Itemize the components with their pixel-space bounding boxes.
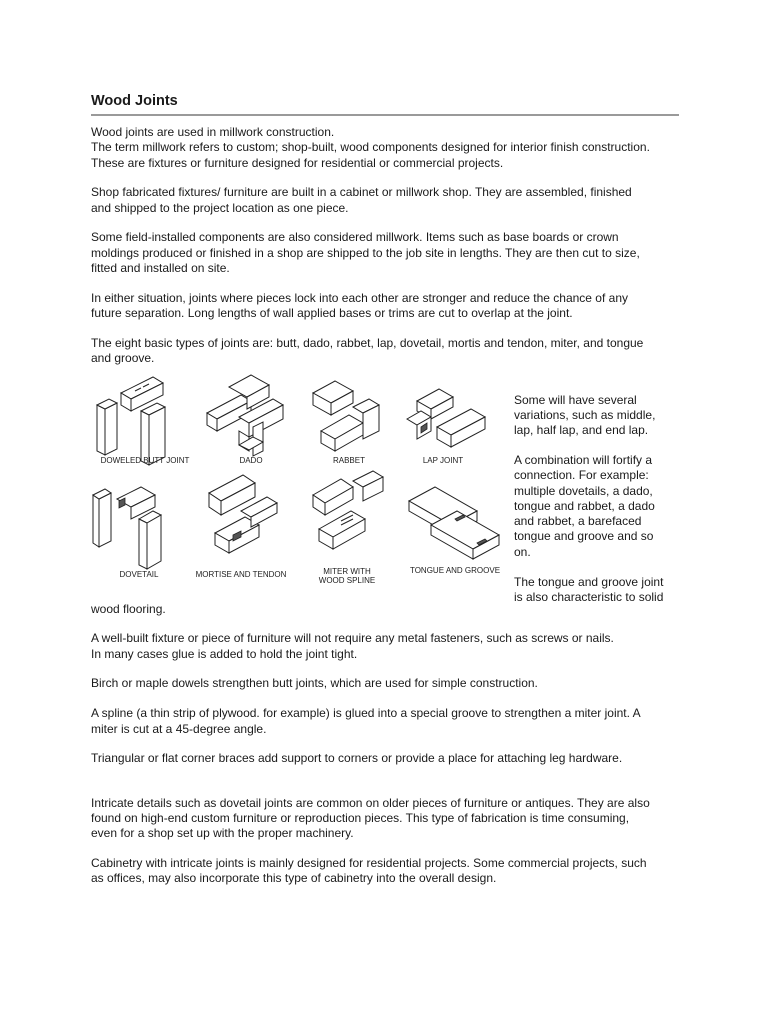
text-line: A spline (a thin strip of plywood. for example) is glued into a special groove to strengthen a miter joint. A (91, 706, 641, 721)
text-line: Birch or maple dowels strengthen butt joints, which are used for simple construction. (91, 676, 538, 691)
joints-paragraph (91, 291, 679, 322)
text-line: Shop fabricated fixtures/ furniture are built in a cabinet or millwork shop. They are assembled, finished (91, 185, 632, 200)
figure-side-text (514, 393, 679, 606)
intricate-details-paragraph (91, 796, 679, 842)
text-line: found on high-end custom furniture or reproduction pieces. This type of fabrication is time consuming, (91, 810, 630, 825)
intro-paragraph (91, 125, 679, 171)
caption-lap-joint: LAP JOINT (422, 455, 464, 465)
corner-braces-paragraph (91, 751, 679, 766)
miter-with-spline-drawing (313, 471, 383, 549)
text-line: Some field-installed components are also considered millwork. Items such as base boards or crown (91, 230, 619, 245)
variations-paragraph (514, 393, 679, 439)
text-line: even for a shop set up with the proper machinery. (91, 826, 354, 841)
text-line: tongue and groove and so (514, 529, 654, 544)
caption-dado: DADO (239, 455, 263, 465)
doweled-butt-joint-drawing (97, 377, 165, 465)
text-line: and shipped to the project location as one piece. (91, 200, 349, 215)
combination-paragraph (514, 453, 679, 560)
well-built-paragraph (91, 631, 679, 662)
joints-figure-block (91, 371, 679, 616)
dowels-paragraph (91, 676, 679, 691)
text-line: variations, such as middle, (514, 407, 656, 422)
caption-dovetail: DOVETAIL (119, 569, 159, 579)
joint-types-paragraph (91, 336, 679, 367)
dado-joint-drawing (207, 375, 283, 456)
text-line: The term millwork refers to custom; shop-built, wood components designed for interior finish construction. (91, 140, 650, 155)
rabbet-joint-drawing (313, 381, 379, 451)
caption-doweled-butt: DOWELED BUTT JOINT (100, 455, 190, 465)
text-line: on. (514, 544, 531, 559)
lap-joint-drawing (407, 389, 485, 447)
joints-illustration (91, 371, 511, 596)
mortise-and-tendon-drawing (209, 475, 277, 553)
text-line: Some will have several (514, 392, 637, 407)
text-line: and groove. (91, 351, 155, 366)
text-line: fitted and installed on site. (91, 261, 230, 276)
text-line: The tongue and groove joint (514, 574, 664, 589)
caption-mortise-and-tendon: MORTISE AND TENDON (195, 569, 287, 579)
text-line: future separation. Long lengths of wall applied bases or trims are cut to overlap at the joint. (91, 306, 573, 321)
text-line: connection. For example: (514, 468, 649, 483)
field-installed-paragraph (91, 230, 679, 276)
text-line: is also characteristic to solid (514, 589, 664, 604)
page-title: Wood Joints (91, 93, 178, 109)
text-line: tongue and rabbet, a dado (514, 498, 655, 513)
caption-miter: MITER WITH (323, 566, 371, 576)
flooring-paragraph (514, 575, 679, 606)
text-line: These are fixtures or furniture designed for residential or commercial projects. (91, 155, 504, 170)
shop-fabricated-paragraph (91, 185, 679, 216)
dovetail-joint-drawing (93, 487, 161, 569)
text-line: Wood joints are used in millwork construction. (91, 125, 335, 139)
document-page (91, 92, 679, 901)
text-line: lap, half lap, and end lap. (514, 423, 649, 438)
flooring-paragraph-tail: wood flooring. (91, 601, 166, 616)
text-line: In many cases glue is added to hold the joint tight. (91, 646, 358, 661)
text-line: A combination will fortify a (514, 452, 653, 467)
caption-wood-spline: WOOD SPLINE (318, 575, 376, 585)
cabinetry-paragraph (91, 856, 679, 887)
text-line: Cabinetry with intricate joints is mainly designed for residential projects. Some commercial projects, such (91, 856, 647, 871)
text-line: Intricate details such as dovetail joints are common on older pieces of furniture or antiques. They are also (91, 795, 650, 810)
caption-rabbet: RABBET (332, 455, 366, 465)
text-line: In either situation, joints where pieces lock into each other are stronger and reduce the chance of any (91, 290, 628, 305)
text-line: and rabbet, a barefaced (514, 514, 642, 529)
tongue-and-groove-drawing (409, 487, 499, 559)
text-line: moldings produced or finished in a shop are shipped to the job site in lengths. They are then cut to size, (91, 245, 640, 260)
text-line: The eight basic types of joints are: butt, dado, rabbet, lap, dovetail, mortis and tendon, miter, and tongue (91, 335, 644, 350)
text-line: miter is cut at a 45-degree angle. (91, 721, 267, 736)
spline-paragraph (91, 706, 679, 737)
text-line: Triangular or flat corner braces add support to corners or provide a place for attaching leg hardware. (91, 751, 623, 766)
caption-tongue-and-groove: TONGUE AND GROOVE (409, 565, 501, 575)
title-rule (91, 114, 679, 116)
text-line: A well-built fixture or piece of furniture will not require any metal fasteners, such as screws or nails. (91, 631, 614, 646)
text-line: multiple dovetails, a dado, (514, 483, 653, 498)
text-line: as offices, may also incorporate this type of cabinetry into the overall design. (91, 871, 497, 886)
